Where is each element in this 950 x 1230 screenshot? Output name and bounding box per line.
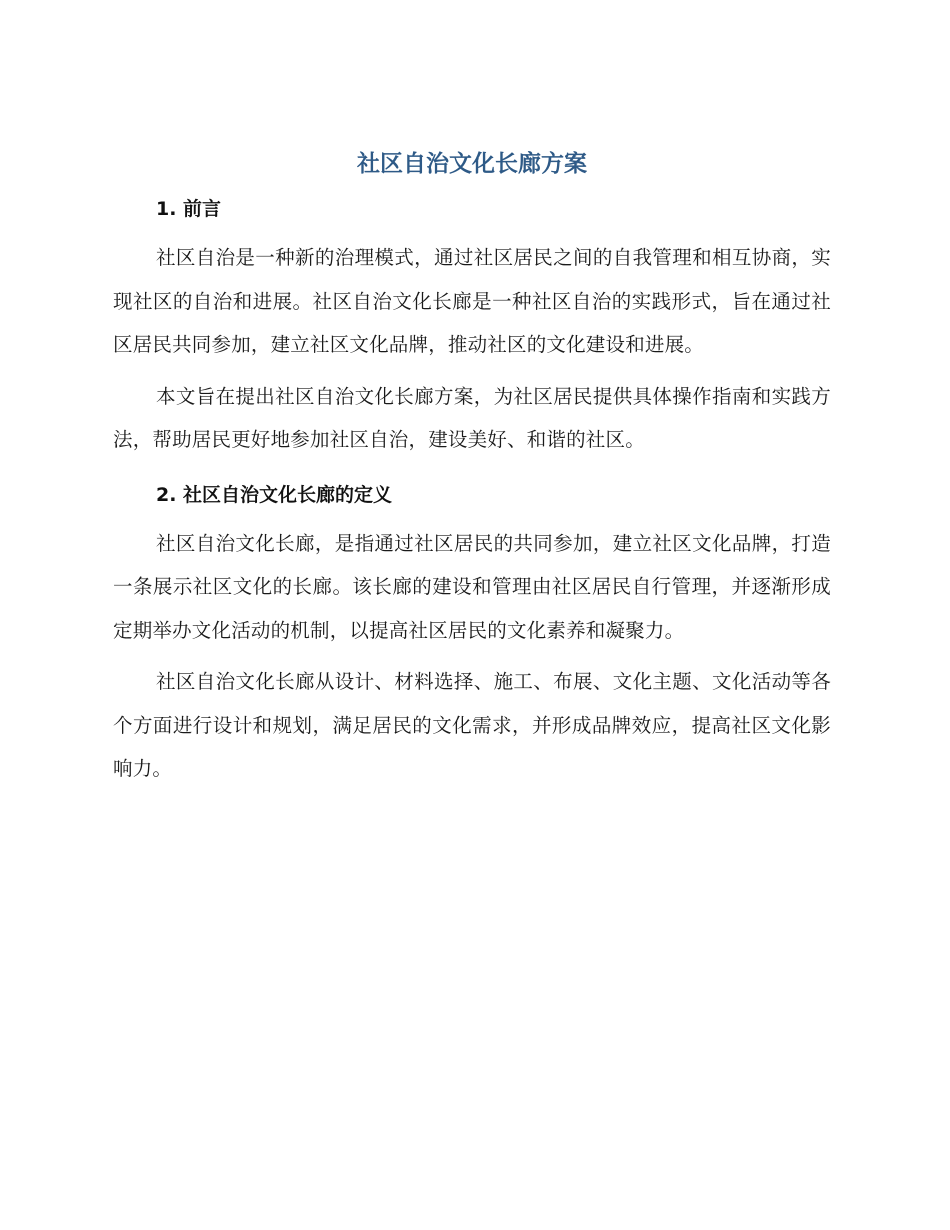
document-title: 社区自治文化长廊方案 (357, 151, 587, 177)
section-heading: 1. 前言 (156, 198, 222, 220)
paragraph: 社区自治是一种新的治理模式，通过社区居民之间的自我管理和相互协商，实现社区的自治和进展。社区自治文化长廊是一种社区自治的实践形式，旨在通过社区居民共同参加，建立社区文化品牌，推动社区的文化建设和进展。 (113, 246, 831, 356)
paragraph: 社区自治文化长廊，是指通过社区居民的共同参加，建立社区文化品牌，打造一条展示社区文化的长廊。该长廊的建设和管理由社区居民自行管理，并逐渐形成定期举办文化活动的机制，以提高社区居民的文化素养和凝聚力。 (113, 531, 831, 642)
section-definition (113, 480, 831, 791)
document-page (113, 146, 831, 799)
section-heading: 2. 社区自治文化长廊的定义 (156, 483, 393, 506)
paragraph: 社区自治文化长廊从设计、材料选择、施工、布展、文化主题、文化活动等各个方面进行设计和规划，满足居民的文化需求，并形成品牌效应，提高社区文化影响力。 (113, 670, 831, 780)
section-preface (113, 194, 831, 462)
paragraph: 本文旨在提出社区自治文化长廊方案，为社区居民提供具体操作指南和实践方法，帮助居民更好地参加社区自治，建设美好、和谐的社区。 (113, 384, 831, 451)
